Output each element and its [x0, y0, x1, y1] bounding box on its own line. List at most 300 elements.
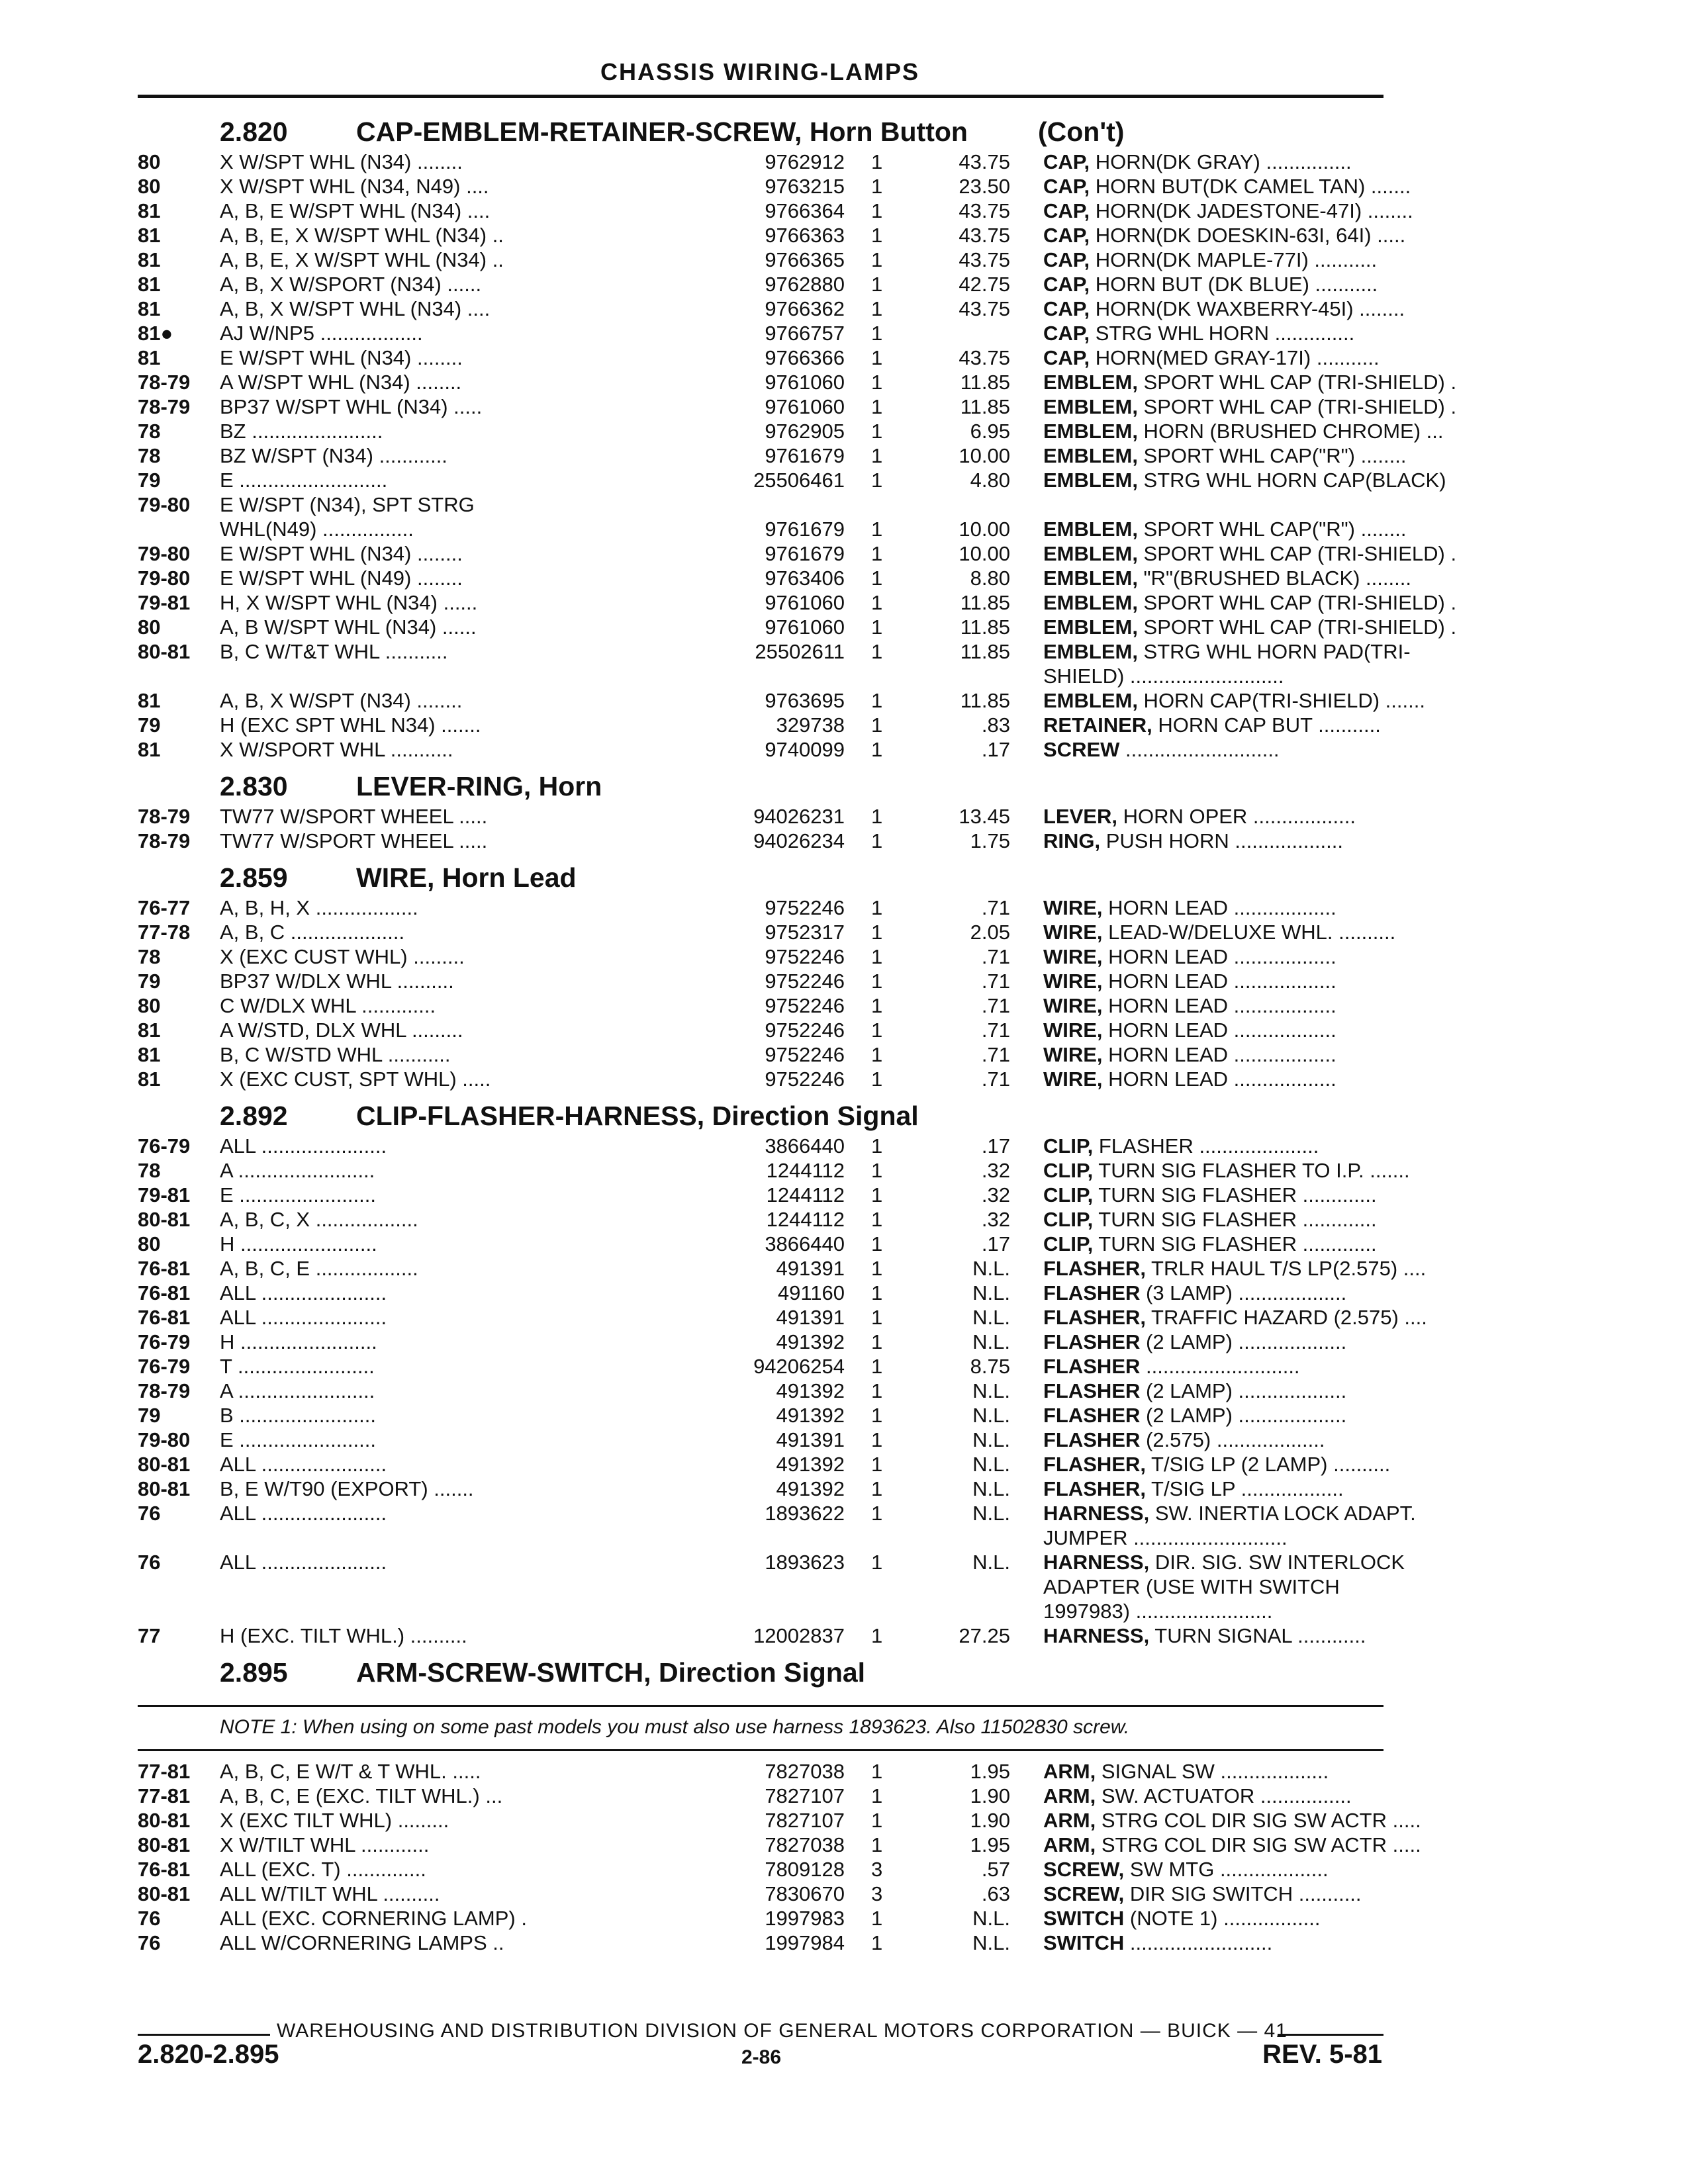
quantity: 1 — [871, 896, 883, 919]
description-keyword: EMBLEM, — [1043, 591, 1138, 614]
description — [1043, 1599, 1387, 1623]
quantity: 1 — [871, 1404, 883, 1427]
model-year: 77-78 — [138, 921, 191, 944]
model-year: 76 — [138, 1502, 161, 1525]
description-text: HORN LEAD .................. — [1102, 970, 1336, 993]
description-keyword: CAP, — [1043, 199, 1090, 222]
model-year: 76 — [138, 1551, 161, 1574]
part-number: 1893623 — [765, 1551, 845, 1574]
table-row — [138, 1452, 1391, 1477]
section-title-text — [356, 116, 968, 148]
footer-range: 2.820-2.895 — [138, 2040, 279, 2069]
model-year: 79 — [138, 469, 161, 492]
description — [1043, 1158, 1410, 1183]
description-keyword: CLIP, — [1043, 1232, 1094, 1255]
description — [1043, 248, 1387, 272]
description — [1043, 1808, 1421, 1833]
quantity: 1 — [871, 805, 883, 828]
description — [1043, 150, 1387, 174]
part-number: 9763695 — [765, 689, 845, 712]
description — [1043, 590, 1457, 615]
section-header — [138, 1651, 1383, 1690]
quantity: 1 — [871, 1453, 883, 1476]
model-year: 79 — [138, 970, 161, 993]
quantity: 1 — [871, 945, 883, 968]
description-keyword: ARM, — [1043, 1833, 1096, 1856]
price: 8.80 — [970, 567, 1010, 590]
part-number: 9766363 — [765, 224, 845, 247]
model-application: ALL (EXC. CORNERING LAMP) . — [220, 1907, 527, 1930]
section-continued: (Con't) — [1038, 116, 1125, 147]
description — [1043, 321, 1387, 345]
description-text: TURN SIG FLASHER ............. — [1093, 1232, 1377, 1255]
footer-page-number: 2-86 — [741, 2046, 782, 2068]
price: N.L. — [972, 1379, 1010, 1402]
price: 11.85 — [960, 689, 1010, 712]
description-keyword: EMBLEM, — [1043, 469, 1138, 492]
table-row — [138, 1281, 1383, 1305]
description — [1043, 541, 1457, 566]
price: N.L. — [972, 1306, 1010, 1329]
description-keyword: EMBLEM, — [1043, 567, 1138, 590]
description-keyword: CLIP, — [1043, 1134, 1094, 1158]
note-block — [138, 1705, 1383, 1751]
table-row — [138, 829, 1383, 853]
description-text: HORN LEAD .................. — [1102, 896, 1336, 919]
price: 43.75 — [959, 248, 1010, 271]
description — [1043, 1403, 1387, 1428]
description-keyword: CAP, — [1043, 346, 1090, 369]
part-number: 491391 — [776, 1428, 845, 1451]
quantity: 1 — [871, 1043, 883, 1066]
part-number: 491392 — [776, 1330, 845, 1353]
quantity: 1 — [871, 1760, 883, 1783]
section-title-main: LEVER-RING, — [356, 771, 532, 801]
table-row — [138, 443, 1407, 468]
table-row — [138, 590, 1457, 615]
table-row — [138, 1477, 1383, 1501]
quantity: 1 — [871, 444, 883, 467]
quantity: 1 — [871, 1330, 883, 1353]
model-year: 76-77 — [138, 896, 191, 919]
model-application: BP37 W/DLX WHL .......... — [220, 970, 454, 993]
model-year: 81 — [138, 1043, 161, 1066]
quantity: 1 — [871, 1379, 883, 1402]
model-application: ALL W/TILT WHL .......... — [220, 1882, 440, 1905]
description — [1043, 1067, 1387, 1091]
description-keyword: CLIP, — [1043, 1159, 1094, 1182]
description-text: ADAPTER (USE WITH SWITCH — [1043, 1575, 1340, 1598]
table-row — [138, 468, 1446, 492]
section-number: 2.895 — [220, 1657, 288, 1688]
model-application: T ........................ — [220, 1355, 375, 1378]
description — [1043, 1256, 1427, 1281]
part-number: 9766757 — [765, 322, 845, 345]
description-text: TURN SIG FLASHER ............. — [1093, 1208, 1377, 1231]
quantity: 1 — [871, 150, 883, 173]
description — [1043, 1428, 1387, 1452]
table-row — [138, 804, 1383, 829]
description-keyword: FLASHER, — [1043, 1477, 1146, 1500]
section-title-text — [356, 862, 577, 893]
model-year: 79-80 — [138, 542, 191, 565]
part-number: 9766364 — [765, 199, 845, 222]
part-number: 9740099 — [765, 738, 845, 761]
description-text: T/SIG LP (2 LAMP) .......... — [1146, 1453, 1391, 1476]
description — [1043, 1379, 1387, 1403]
part-number: 7827038 — [765, 1833, 845, 1856]
model-year: 79-80 — [138, 1428, 191, 1451]
description — [1043, 1305, 1427, 1330]
price: 11.85 — [960, 591, 1010, 614]
model-year: 78-79 — [138, 805, 191, 828]
price: N.L. — [972, 1330, 1010, 1353]
model-year: 76-81 — [138, 1257, 191, 1280]
part-number: 1893622 — [765, 1502, 845, 1525]
description — [1043, 345, 1387, 370]
description — [1043, 1550, 1405, 1574]
quantity: 1 — [871, 970, 883, 993]
description-keyword: HARNESS, — [1043, 1502, 1150, 1525]
price: 10.00 — [959, 542, 1010, 565]
price: N.L. — [972, 1453, 1010, 1476]
part-number: 9761060 — [765, 395, 845, 418]
model-application: ALL ...................... — [220, 1134, 387, 1158]
section-header — [138, 856, 1383, 895]
model-year: 77-81 — [138, 1760, 191, 1783]
quantity: 1 — [871, 322, 883, 345]
description-text: SHIELD) ........................... — [1043, 664, 1284, 688]
quantity: 3 — [871, 1882, 883, 1905]
model-application: B ........................ — [220, 1404, 376, 1427]
part-number: 1997984 — [765, 1931, 845, 1954]
table-row — [138, 993, 1383, 1018]
table-row — [138, 492, 1383, 517]
model-application: TW77 W/SPORT WHEEL ..... — [220, 805, 488, 828]
quantity: 1 — [871, 713, 883, 737]
table-row — [138, 1018, 1383, 1042]
description-text: TURN SIG FLASHER TO I.P. ....... — [1093, 1159, 1410, 1182]
description-text: (3 LAMP) ................... — [1140, 1281, 1347, 1304]
model-application: A, B, E W/SPT WHL (N34) .... — [220, 199, 491, 222]
description-keyword: EMBLEM, — [1043, 615, 1138, 639]
model-application: A W/SPT WHL (N34) ........ — [220, 371, 462, 394]
quantity: 1 — [871, 1809, 883, 1832]
model-year: 76-81 — [138, 1306, 191, 1329]
model-application: X W/SPT WHL (N34, N49) .... — [220, 175, 489, 198]
model-application: A, B, X W/SPT (N34) ........ — [220, 689, 463, 712]
description — [1043, 443, 1407, 468]
section-title-main: WIRE, — [356, 862, 435, 893]
table-row — [138, 248, 1383, 272]
model-application: A, B W/SPT WHL (N34) ...... — [220, 615, 477, 639]
quantity: 1 — [871, 1019, 883, 1042]
description — [1043, 223, 1406, 248]
description-keyword: SWITCH — [1043, 1931, 1125, 1954]
model-application: A ........................ — [220, 1159, 375, 1182]
price: .32 — [981, 1183, 1010, 1206]
part-number: 25506461 — [753, 469, 845, 492]
table-row — [138, 1183, 1383, 1207]
table-row — [138, 1574, 1383, 1599]
description-text: (2 LAMP) ................... — [1140, 1379, 1347, 1402]
quantity: 3 — [871, 1858, 883, 1881]
parts-list — [138, 107, 1457, 1955]
description-text: "R"(BRUSHED BLACK) ........ — [1137, 567, 1411, 590]
table-row — [138, 1759, 1383, 1784]
description-text: SPORT WHL CAP (TRI-SHIELD) . — [1137, 371, 1457, 394]
section-number: 2.892 — [220, 1101, 288, 1131]
price: 2.05 — [970, 921, 1010, 944]
table-row — [138, 1354, 1383, 1379]
quantity: 1 — [871, 297, 883, 320]
part-number: 1244112 — [766, 1159, 845, 1182]
model-year: 78-79 — [138, 1379, 191, 1402]
table-row — [138, 1882, 1383, 1906]
model-application: X (EXC TILT WHL) ......... — [220, 1809, 449, 1832]
table-row — [138, 688, 1425, 713]
footer-rule-left — [138, 2034, 270, 2036]
price: .71 — [981, 1043, 1010, 1066]
footer-division: WAREHOUSING AND DISTRIBUTION DIVISION OF GENERAL MOTORS CORPORATION — BUICK — 41 — [277, 2020, 1288, 2042]
part-number: 9761060 — [765, 371, 845, 394]
part-number: 9766362 — [765, 297, 845, 320]
model-application: A, B, C, E (EXC. TILT WHL.) ... — [220, 1784, 503, 1807]
model-year: 77 — [138, 1624, 161, 1647]
section-subtitle: Direction Signal — [712, 1101, 919, 1131]
section-number: 2.830 — [220, 771, 288, 801]
description — [1043, 1042, 1387, 1067]
section-title-main: CAP-EMBLEM-RETAINER-SCREW, — [356, 116, 802, 147]
description-text: HORN OPER .................. — [1117, 805, 1356, 828]
table-row — [138, 1305, 1427, 1330]
price: 1.90 — [970, 1809, 1010, 1832]
description — [1043, 639, 1411, 664]
quantity: 1 — [871, 1232, 883, 1255]
description — [1043, 1501, 1416, 1525]
part-number: 3866440 — [765, 1232, 845, 1255]
part-number: 1244112 — [766, 1183, 845, 1206]
table-row — [138, 272, 1383, 296]
quantity: 1 — [871, 1355, 883, 1378]
description — [1043, 1759, 1387, 1784]
description-text: HORN BUT(DK CAMEL TAN) ....... — [1090, 175, 1411, 198]
section-title-text — [356, 771, 602, 802]
part-number: 94026231 — [753, 805, 845, 828]
description — [1043, 1833, 1421, 1857]
price: .17 — [981, 1232, 1010, 1255]
table-row — [138, 1501, 1416, 1525]
note-rule-bottom — [138, 1749, 1383, 1751]
description-keyword: SWITCH — [1043, 1907, 1125, 1930]
table-row — [138, 517, 1407, 541]
price: N.L. — [972, 1404, 1010, 1427]
model-year: 81 — [138, 297, 161, 320]
part-number: 9752246 — [765, 1019, 845, 1042]
price: 1.90 — [970, 1784, 1010, 1807]
description-keyword: CLIP, — [1043, 1208, 1094, 1231]
part-number: 491392 — [776, 1379, 845, 1402]
model-application: A, B, C, X .................. — [220, 1208, 418, 1231]
model-year: 80 — [138, 994, 161, 1017]
price: N.L. — [972, 1281, 1010, 1304]
description-keyword: CAP, — [1043, 322, 1090, 345]
price: N.L. — [972, 1257, 1010, 1280]
quantity: 1 — [871, 689, 883, 712]
table-row — [138, 296, 1405, 321]
description — [1043, 1354, 1387, 1379]
quantity: 1 — [871, 175, 883, 198]
price: 43.75 — [959, 150, 1010, 173]
description — [1043, 517, 1407, 541]
description-text: (2.575) ................... — [1140, 1428, 1325, 1451]
table-row — [138, 1550, 1405, 1574]
model-year: 76-81 — [138, 1858, 191, 1881]
description-text: (NOTE 1) ................. — [1124, 1907, 1321, 1930]
price: .71 — [981, 1019, 1010, 1042]
section-title-main: CLIP-FLASHER-HARNESS, — [356, 1101, 705, 1131]
price: .71 — [981, 970, 1010, 993]
quantity: 1 — [871, 420, 883, 443]
part-number: 9761060 — [765, 591, 845, 614]
quantity: 1 — [871, 199, 883, 222]
table-row — [138, 1599, 1383, 1623]
description — [1043, 713, 1387, 737]
description — [1043, 419, 1444, 443]
price: 11.85 — [960, 371, 1010, 394]
part-number: 94206254 — [753, 1355, 845, 1378]
description-text: SPORT WHL CAP (TRI-SHIELD) . — [1137, 591, 1457, 614]
description — [1043, 199, 1413, 223]
description-text: TRLR HAUL T/S LP(2.575) .... — [1146, 1257, 1427, 1280]
quantity: 1 — [871, 371, 883, 394]
quantity: 1 — [871, 1134, 883, 1158]
quantity: 1 — [871, 518, 883, 541]
model-year: 79-81 — [138, 591, 191, 614]
model-application: X W/SPT WHL (N34) ........ — [220, 150, 463, 173]
model-year: 78-79 — [138, 371, 191, 394]
description-keyword: EMBLEM, — [1043, 395, 1138, 418]
model-year: 80-81 — [138, 1833, 191, 1856]
part-number: 9752246 — [765, 1068, 845, 1091]
model-application: X (EXC CUST, SPT WHL) ..... — [220, 1068, 491, 1091]
description — [1043, 895, 1387, 920]
description-keyword: WIRE, — [1043, 1068, 1103, 1091]
quantity: 1 — [871, 640, 883, 663]
part-number: 1244112 — [766, 1208, 845, 1231]
price: .83 — [981, 713, 1010, 737]
description-text: HORN LEAD .................. — [1102, 945, 1336, 968]
table-row — [138, 1428, 1383, 1452]
description-text: SW. ACTUATOR ................ — [1096, 1784, 1352, 1807]
note-text: NOTE 1: When using on some past models you must also use harness 1893623. Also 11502830 screw. — [220, 1716, 1130, 1738]
table-row — [138, 1330, 1383, 1354]
description-text: DIR. SIG. SW INTERLOCK — [1149, 1551, 1405, 1574]
table-row — [138, 345, 1383, 370]
description — [1043, 1857, 1387, 1882]
model-application: A, B, E, X W/SPT WHL (N34) .. — [220, 224, 504, 247]
part-number: 491391 — [776, 1306, 845, 1329]
quantity: 1 — [871, 469, 883, 492]
price: 10.00 — [959, 444, 1010, 467]
price: 6.95 — [970, 420, 1010, 443]
description — [1043, 1183, 1387, 1207]
model-year: 78 — [138, 420, 161, 443]
description — [1043, 1477, 1387, 1501]
model-year: 79 — [138, 713, 161, 737]
model-application: E W/SPT WHL (N49) ........ — [220, 567, 463, 590]
table-row — [138, 1134, 1383, 1158]
table-row — [138, 664, 1383, 688]
model-year: 76-79 — [138, 1330, 191, 1353]
description-text: STRG WHL HORN CAP(BLACK) — [1137, 469, 1446, 492]
table-row — [138, 895, 1383, 920]
part-number: 9762880 — [765, 273, 845, 296]
quantity: 1 — [871, 1183, 883, 1206]
part-number: 12002837 — [753, 1624, 845, 1647]
price: N.L. — [972, 1502, 1010, 1525]
model-application: ALL ...................... — [220, 1281, 387, 1304]
description-text: SIGNAL SW ................... — [1096, 1760, 1329, 1783]
table-row — [138, 174, 1411, 199]
description-text: ........................... — [1140, 1355, 1300, 1378]
description-keyword: WIRE, — [1043, 945, 1103, 968]
description-text: FLASHER ..................... — [1093, 1134, 1319, 1158]
part-number: 9752246 — [765, 896, 845, 919]
model-year: 76-79 — [138, 1134, 191, 1158]
part-number: 25502611 — [755, 640, 845, 663]
model-year: 80-81 — [138, 1453, 191, 1476]
quantity: 1 — [871, 1624, 883, 1647]
description-keyword: HARNESS, — [1043, 1551, 1150, 1574]
model-application: B, C W/T&T WHL ........... — [220, 640, 448, 663]
model-application: H ........................ — [220, 1330, 377, 1353]
model-year: 81 — [138, 346, 161, 369]
price: .32 — [981, 1159, 1010, 1182]
model-year: 81 — [138, 689, 161, 712]
table-row — [138, 1931, 1383, 1955]
part-number: 94026234 — [753, 829, 845, 852]
part-number: 9761060 — [765, 615, 845, 639]
section-subtitle: Horn Button — [809, 116, 968, 147]
quantity: 1 — [871, 395, 883, 418]
model-year: 80 — [138, 1232, 161, 1255]
description — [1043, 296, 1405, 321]
description-text: SPORT WHL CAP (TRI-SHIELD) . — [1137, 395, 1457, 418]
description-text: T/SIG LP .................. — [1146, 1477, 1344, 1500]
description-keyword: FLASHER — [1043, 1379, 1141, 1402]
model-application: H, X W/SPT WHL (N34) ...... — [220, 591, 478, 614]
description-text: HORN LEAD .................. — [1102, 1019, 1336, 1042]
description-keyword: FLASHER — [1043, 1355, 1141, 1378]
model-application: X (EXC CUST WHL) ......... — [220, 945, 465, 968]
model-year: 80-81 — [138, 640, 191, 663]
quantity: 1 — [871, 1551, 883, 1574]
price: 43.75 — [959, 224, 1010, 247]
model-application: AJ W/NP5 .................. — [220, 322, 423, 345]
model-year: 78-79 — [138, 829, 191, 852]
description — [1043, 1281, 1387, 1305]
model-year: 81 — [138, 738, 161, 761]
section-title-text — [356, 1101, 919, 1132]
model-application: E ........................ — [220, 1428, 376, 1451]
description-text: STRG WHL HORN .............. — [1090, 322, 1355, 345]
description-keyword: FLASHER, — [1043, 1453, 1146, 1476]
price: N.L. — [972, 1477, 1010, 1500]
price: 11.85 — [960, 395, 1010, 418]
model-year: 81 — [138, 273, 161, 296]
model-application: A, B, C, E .................. — [220, 1257, 418, 1280]
